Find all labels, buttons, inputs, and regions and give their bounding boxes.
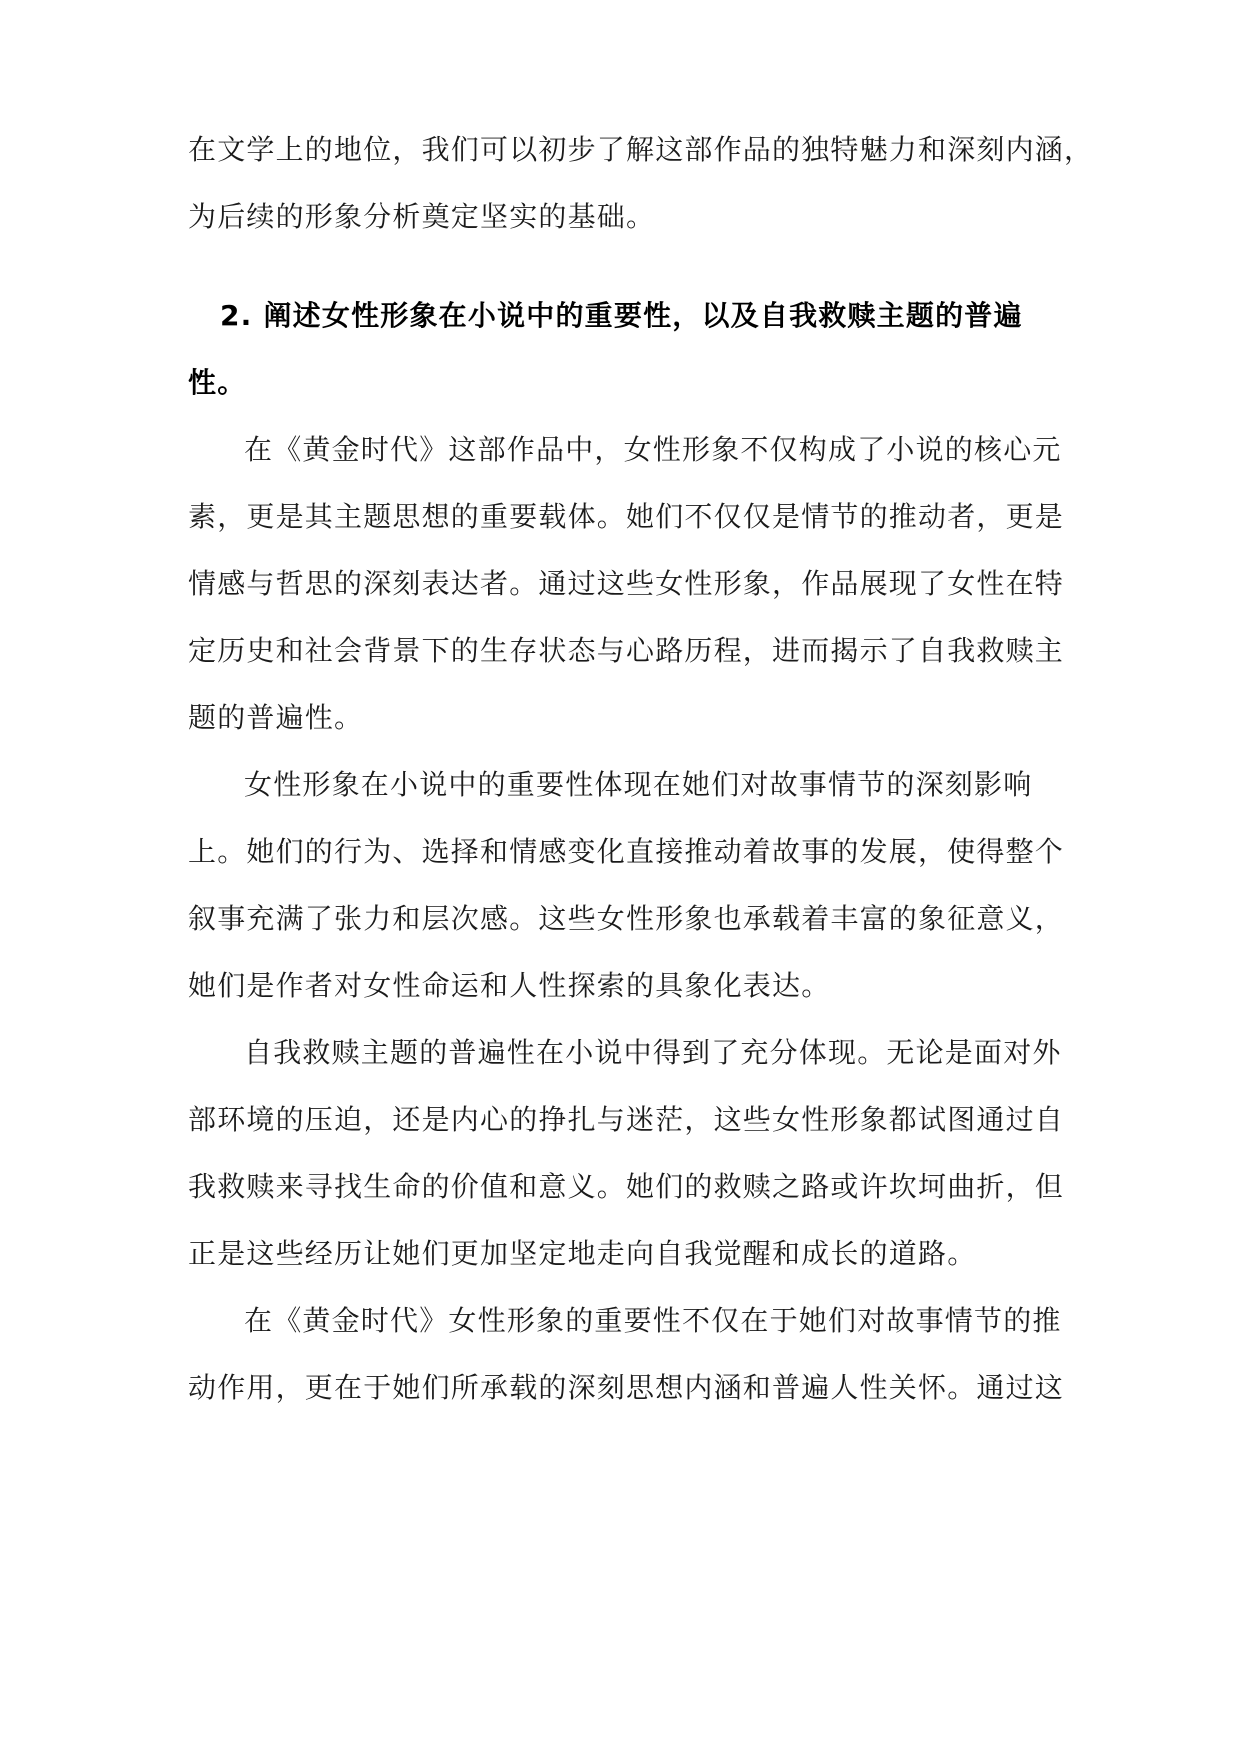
paragraph-line: 女性形象在小说中的重要性体现在她们对故事情节的深刻影响 xyxy=(244,768,1033,801)
paragraph-line: 动作用，更在于她们所承载的深刻思想内涵和普遍人性关怀。通过这 xyxy=(188,1371,1065,1404)
paragraph-line: 素，更是其主题思想的重要载体。她们不仅仅是情节的推动者，更是 xyxy=(188,500,1065,533)
paragraph-line: 上。她们的行为、选择和情感变化直接推动着故事的发展，使得整个 xyxy=(188,835,1065,868)
paragraph-line: 她们是作者对女性命运和人性探索的具象化表达。 xyxy=(188,969,831,1002)
paragraph-line: 正是这些经历让她们更加坚定地走向自我觉醒和成长的道路。 xyxy=(188,1237,977,1270)
section-heading: 性。 xyxy=(188,366,247,399)
paragraph-line: 在文学上的地位，我们可以初步了解这部作品的独特魅力和深刻内涵， xyxy=(188,133,1094,166)
paragraph-line: 我救赎来寻找生命的价值和意义。她们的救赎之路或许坎坷曲折，但 xyxy=(188,1170,1065,1203)
paragraph-line: 题的普遍性。 xyxy=(188,701,364,734)
section-heading: 2. 阐述女性形象在小说中的重要性，以及自我救赎主题的普遍 xyxy=(220,299,1023,332)
paragraph-line: 定历史和社会背景下的生存状态与心路历程，进而揭示了自我救赎主 xyxy=(188,634,1065,667)
paragraph-line: 叙事充满了张力和层次感。这些女性形象也承载着丰富的象征意义， xyxy=(188,902,1065,935)
paragraph-line: 部环境的压迫，还是内心的挣扎与迷茫，这些女性形象都试图通过自 xyxy=(188,1103,1065,1136)
paragraph-line: 情感与哲思的深刻表达者。通过这些女性形象，作品展现了女性在特 xyxy=(188,567,1065,600)
paragraph-line: 在《黄金时代》这部作品中，女性形象不仅构成了小说的核心元 xyxy=(244,433,1062,466)
paragraph-line: 为后续的形象分析奠定坚实的基础。 xyxy=(188,200,656,233)
paragraph-line: 在《黄金时代》女性形象的重要性不仅在于她们对故事情节的推 xyxy=(244,1304,1062,1337)
paragraph-line: 自我救赎主题的普遍性在小说中得到了充分体现。无论是面对外 xyxy=(244,1036,1062,1069)
